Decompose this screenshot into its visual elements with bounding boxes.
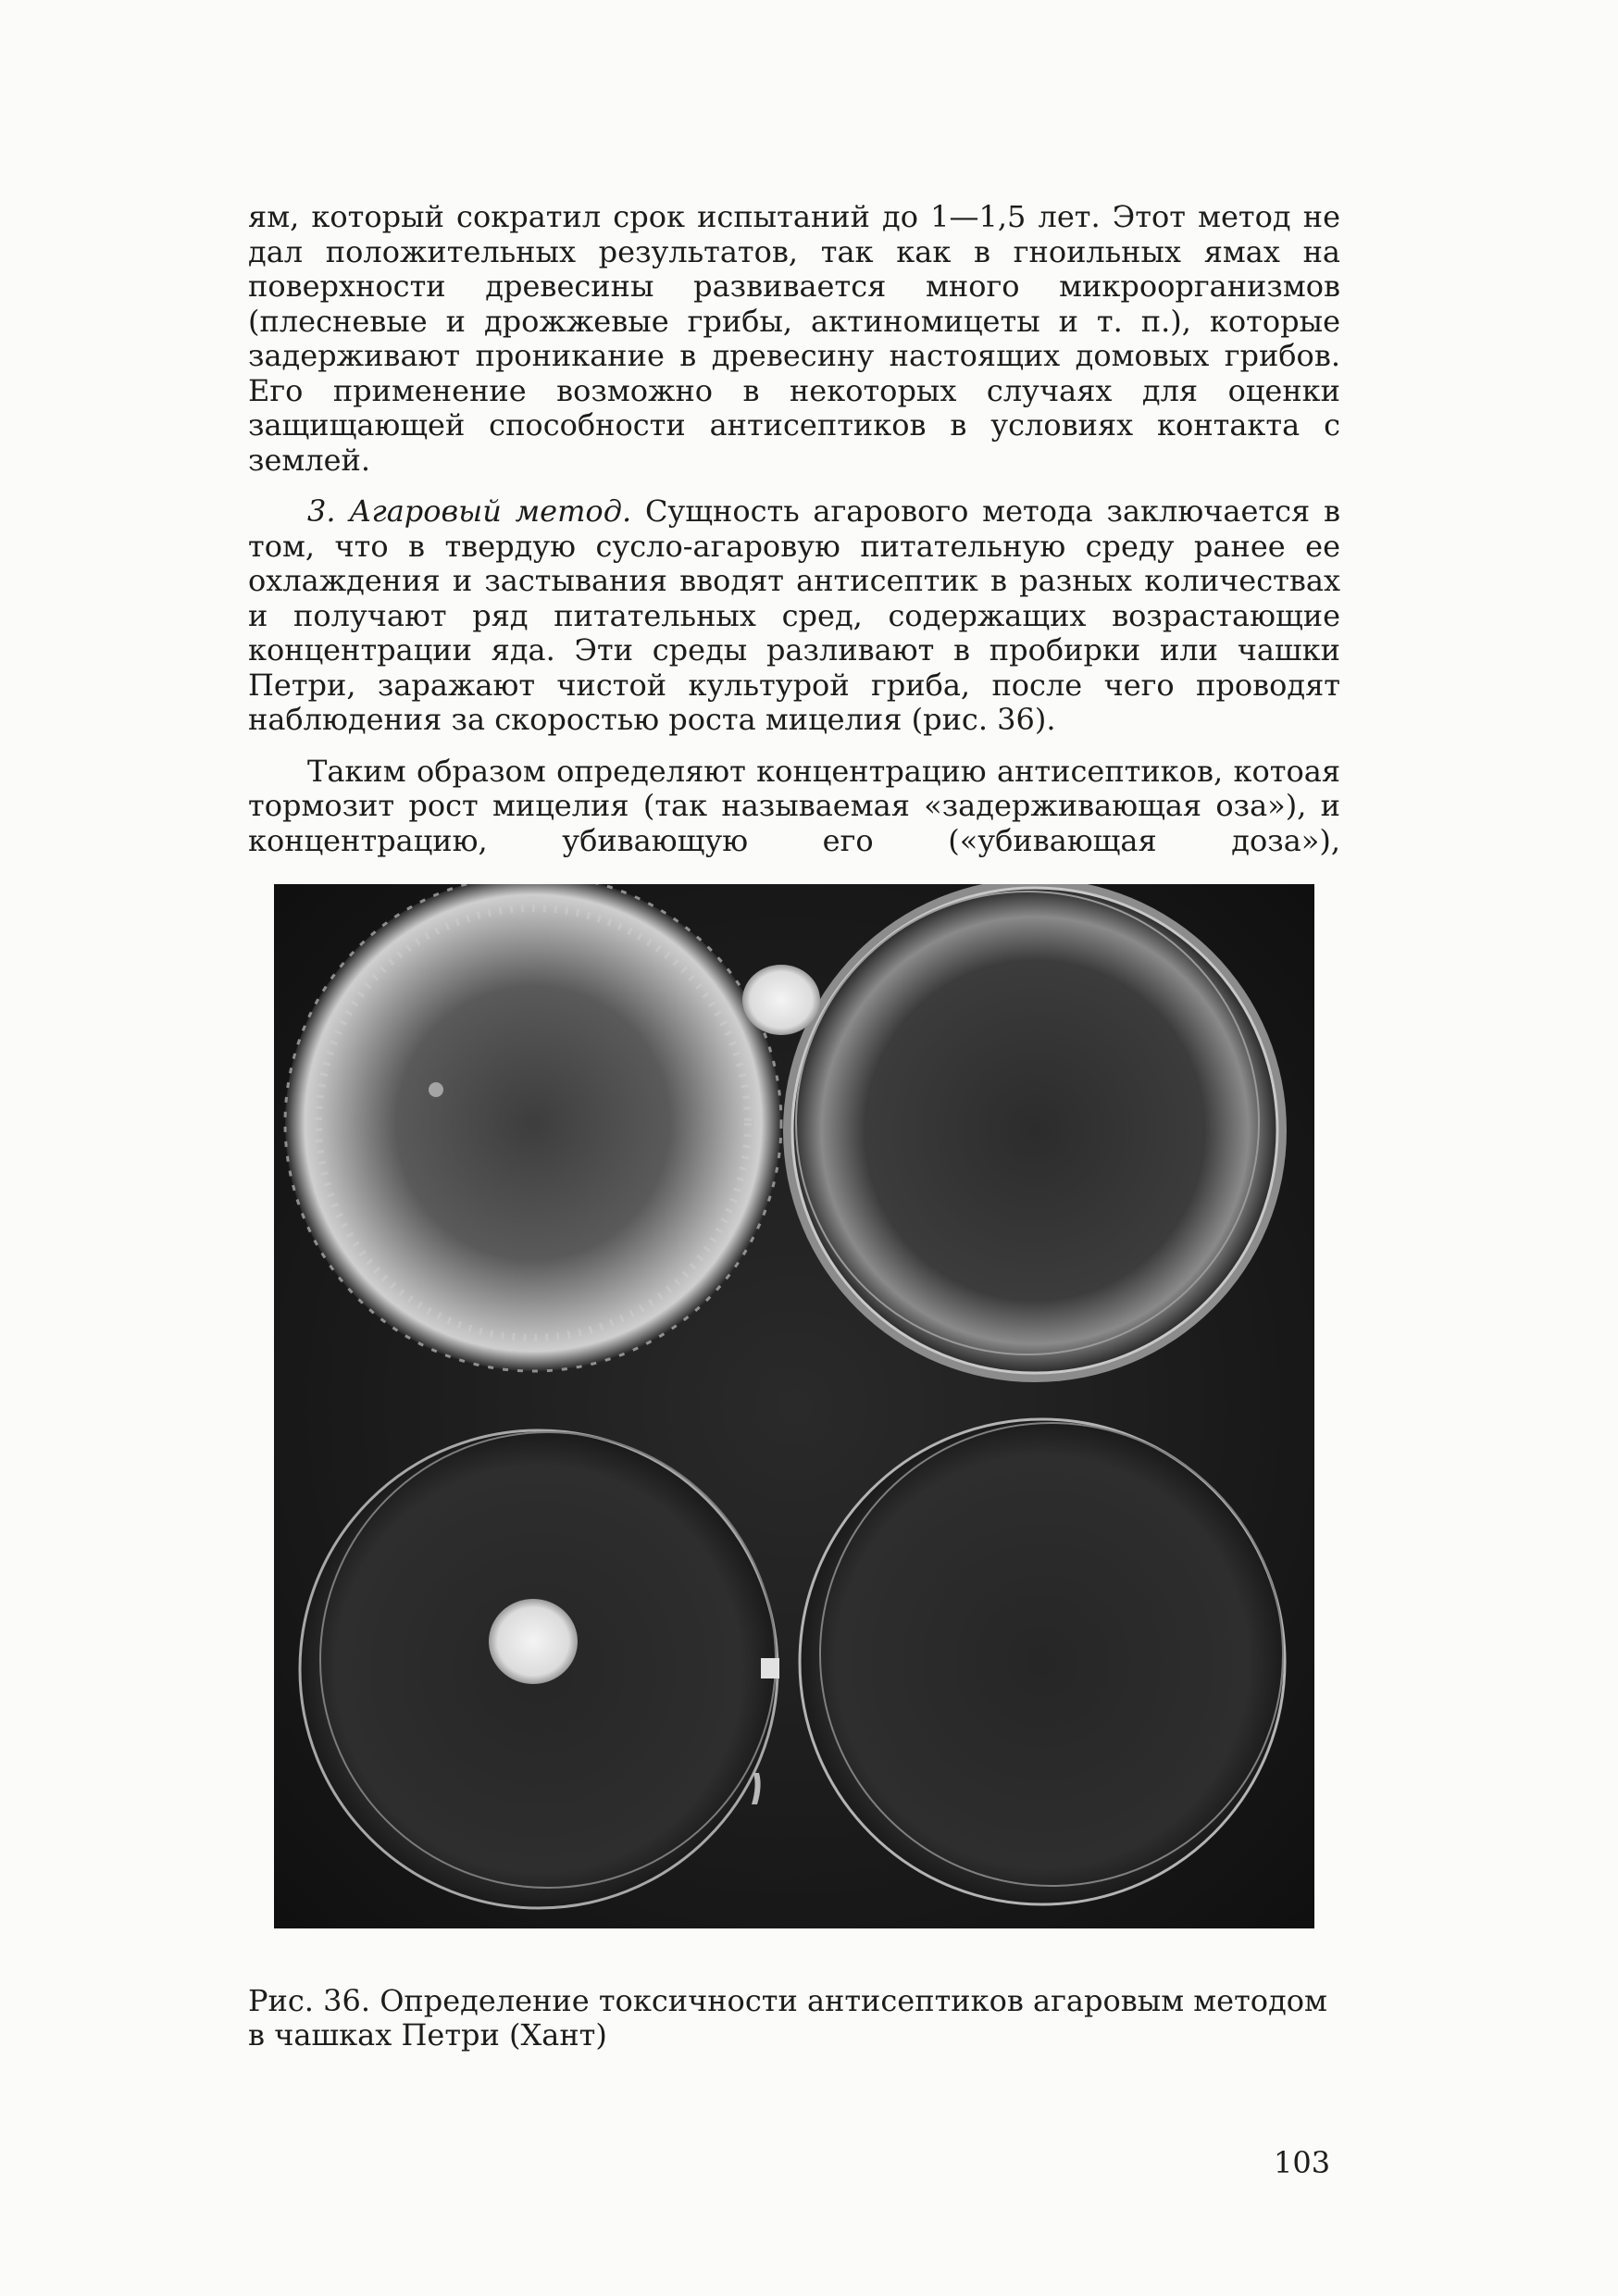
paragraph-doses: Таким образом определяют концентрацию антисептиков, котоая тормозит рост мицелия (так называемая «задерживающая оза»), и концентрацию, убивающую его («убивающая доза»), (248, 753, 1340, 858)
body-text (248, 200, 1340, 875)
paragraph-agar-method (248, 494, 1340, 738)
paragraph-continuation: ям, который сократил срок испытаний до 1—1,5 лет. Этот метод не дал положительных результатов, так как в гноильных ямах на поверхности древесины развивается много микроорганизмов (плесневые и дрожжевые грибы, актиномицеты и т. п.), которые задерживают проникание в древесину настоящих домовых грибов. Его применение возможно в некоторых случаях для оценки защищающей способности антисептиков в условиях контакта с землей. (248, 199, 1340, 478)
section-lead: 3. Агаровый метод. (307, 493, 632, 529)
section-body: Сущность агарового метода заключается в том, что в твердую сусло-агаровую питательную среду ранее ее охлаждения и застывания вводят антисептик в разных количествах и получают ряд питательных сред, содержащих возрастающие концентрации яда. Эти среды разливают в пробирки или чашки Петри, заражают чистой культурой гриба, после чего проводят наблюдения за скоростью роста мицелия (рис. 36). (248, 493, 1341, 737)
petri-dish-photo (274, 884, 1314, 1928)
dish-full-growth (285, 884, 781, 1371)
figure-caption: Рис. 36. Определение токсичности антисептиков агаровым методом в чашках Петри (Хант) (248, 1983, 1327, 2053)
page-number: 103 (1274, 2145, 1331, 2180)
dish-small-colony (300, 1430, 778, 1908)
